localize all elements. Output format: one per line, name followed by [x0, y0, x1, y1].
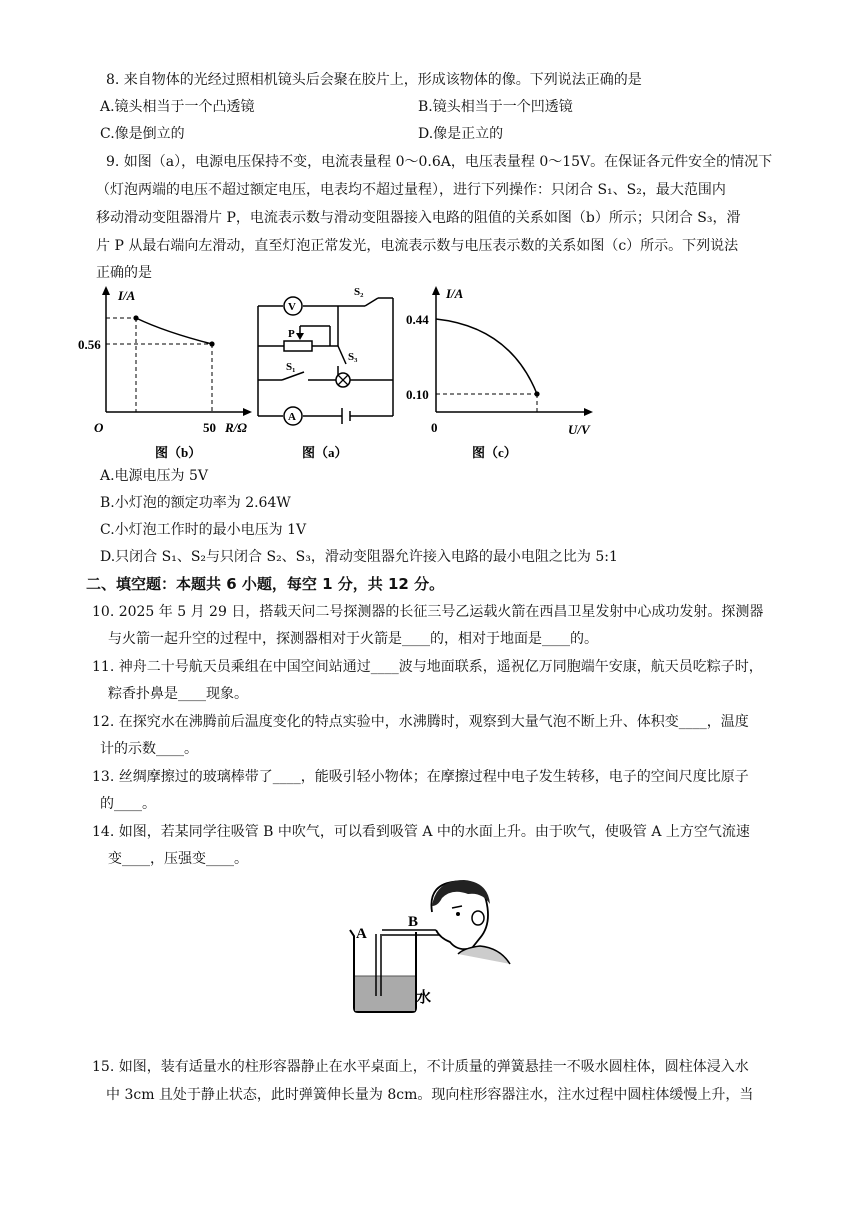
q11-line-2: 粽香扑鼻是____现象。 [108, 686, 248, 702]
q12-line-1: 12. 在探究水在沸腾前后温度变化的特点实验中，水沸腾时，观察到大量气泡不断上升、体积变____，温度 [92, 714, 749, 730]
straw-a-label: A [356, 926, 367, 942]
section-heading: 二、填空题：本题共 6 小题，每空 1 分，共 12 分。 [86, 575, 445, 593]
fig-c-ytick-top: 0.44 [406, 312, 429, 327]
q14-line-2: 变____，压强变____。 [108, 851, 248, 867]
q8-option-a: A.镜头相当于一个凸透镜 [100, 99, 255, 115]
fig-c-xlabel: U/V [568, 422, 590, 437]
q10-line-2: 与火箭一起升空的过程中，探测器相对于火箭是____的，相对于地面是____的。 [108, 631, 598, 647]
q8-option-d: D.像是正立的 [418, 126, 504, 142]
straw-experiment-figure [340, 872, 540, 1022]
fig-c-ylabel: I/A [446, 286, 464, 301]
fig-a-caption: 图（a） [302, 445, 348, 460]
q9-line-2: （灯泡两端的电压不超过额定电压，电表均不超过量程），进行下列操作：只闭合 S₁、S₂，最大范围内 [96, 182, 726, 198]
q8-stem: 8. 来自物体的光经过照相机镜头后会聚在胶片上，形成该物体的像。下列说法正确的是 [106, 72, 642, 88]
fig-b-caption: 图（b） [155, 445, 202, 460]
q10-line-1: 10. 2025 年 5 月 29 日，搭载天问二号探测器的长征三号乙运载火箭在西昌卫星发射中心成功发射。探测器 [92, 604, 764, 620]
q9-option-a: A.电源电压为 5V [100, 468, 209, 484]
straw-b-label: B [408, 914, 419, 930]
switch-s3-label: S₃ [348, 351, 358, 363]
fig-c-ytick-bottom: 0.10 [406, 387, 429, 402]
q12-line-2: 计的示数____。 [100, 741, 198, 757]
voltmeter-label: V [288, 301, 296, 313]
fig-b-xtick: 50 [203, 420, 216, 435]
fig-b-origin: O [94, 420, 104, 435]
q13-line-1: 13. 丝绸摩擦过的玻璃棒带了____，能吸引轻小物体；在摩擦过程中电子发生转移，电子的空间尺度比原子 [92, 769, 749, 785]
fig-c-origin: 0 [431, 420, 438, 435]
q9-line-4: 片 P 从最右端向左滑动，直至灯泡正常发光，电流表示数与电压表示数的关系如图（c）所示。下列说法 [96, 238, 739, 254]
fig-b-ylabel: I/A [118, 288, 136, 303]
switch-s2-label: S₂ [354, 286, 364, 298]
q9-line-1: 9. 如图（a），电源电压保持不变，电流表量程 0～0.6A，电压表量程 0～15V。在保证各元件安全的情况下 [106, 154, 773, 170]
q9-option-b: B.小灯泡的额定功率为 2.64W [100, 495, 291, 511]
q15-line-2: 中 3cm 且处于静止状态，此时弹簧伸长量为 8cm。现向柱形容器注水，注水过程中圆柱体缓慢上升，当 [106, 1087, 754, 1103]
figure-b-graph [70, 282, 255, 462]
water-label: 水 [416, 990, 432, 1006]
ammeter-label: A [288, 411, 296, 423]
figure-a-circuit [250, 282, 410, 462]
q15-line-1: 15. 如图，装有适量水的柱形容器静止在水平桌面上，不计质量的弹簧悬挂一不吸水圆柱体，圆柱体浸入水 [92, 1059, 749, 1075]
q14-line-1: 14. 如图，若某同学往吸管 B 中吹气，可以看到吸管 A 中的水面上升。由于吹气，使吸管 A 上方空气流速 [92, 824, 750, 840]
slider-p-label: P [288, 328, 295, 340]
q9-option-d: D.只闭合 S₁、S₂与只闭合 S₂、S₃，滑动变阻器允许接入电路的最小电阻之比为 5:1 [100, 549, 618, 565]
q9-option-c: C.小灯泡工作时的最小电压为 1V [100, 522, 307, 538]
fig-b-ytick: 0.56 [78, 337, 101, 352]
switch-s1-label: S₁ [286, 361, 296, 373]
q13-line-2: 的____。 [100, 796, 156, 812]
q8-option-b: B.镜头相当于一个凹透镜 [418, 99, 573, 115]
q8-option-c: C.像是倒立的 [100, 126, 185, 142]
q9-line-5: 正确的是 [96, 265, 152, 281]
fig-c-caption: 图（c） [472, 445, 517, 460]
q11-line-1: 11. 神舟二十号航天员乘组在中国空间站通过____波与地面联系，遥祝亿万同胞端午安康，航天员吃粽子时， [92, 659, 763, 675]
fig-b-xlabel: R/Ω [225, 420, 247, 435]
q9-line-3: 移动滑动变阻器滑片 P，电流表示数与滑动变阻器接入电路的阻值的关系如图（b）所示；只闭合 S₃，滑 [96, 210, 741, 226]
figure-c-graph [400, 282, 600, 462]
